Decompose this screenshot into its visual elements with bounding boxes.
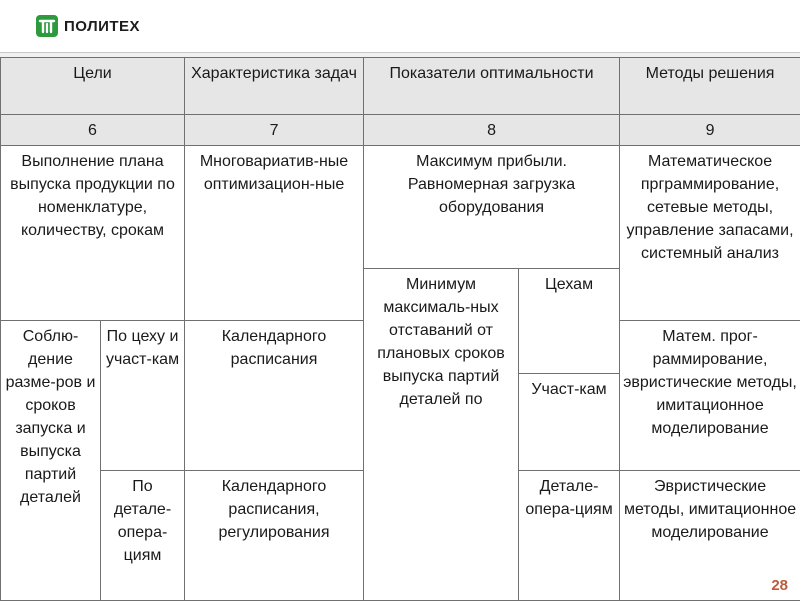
- methods-heuristic: Эвристические методы, имитационное моделирование: [620, 471, 800, 601]
- goal-size-and-terms: Соблю-дение разме-ров и сроков запуска и выпуска партий деталей: [1, 321, 101, 601]
- table-number-row: [1, 115, 800, 146]
- header-solution-methods: Методы решения: [620, 58, 800, 115]
- header-optimality-indicators: Показатели оптимальности: [364, 58, 620, 115]
- methods-math-programming: Математическое прграммирование, сетевые методы, управление запасами, системный анализ: [620, 146, 800, 321]
- page-number: 28: [771, 577, 788, 594]
- column-number: 7: [185, 115, 364, 146]
- sub-sites: Участ-кам: [519, 374, 620, 471]
- table-header-row: [1, 58, 800, 115]
- header-goals: Цели: [1, 58, 185, 115]
- column-number: 8: [364, 115, 620, 146]
- goal-plan-fulfillment: Выполнение плана выпуска продукции по номенклатуре, количеству, срокам: [1, 146, 185, 321]
- sub-shops: Цехам: [519, 269, 620, 374]
- methods-table: [0, 57, 800, 601]
- column-number: 6: [1, 115, 185, 146]
- table-row: [1, 146, 800, 269]
- scope-shop-sites: По цеху и участ-кам: [101, 321, 185, 471]
- logo-text: ПОЛИТЕХ: [64, 18, 140, 35]
- logo: [36, 13, 140, 39]
- indicator-max-profit: Максимум прибыли. Равномерная загрузка оборудования: [364, 146, 620, 269]
- task-calendar-regulation: Календарного расписания, регулирования: [185, 471, 364, 601]
- methods-heuristic-simulation: Матем. прог-раммирование, эвристические методы, имитационное моделирование: [620, 321, 800, 471]
- task-multivariant: Многовариатив-ные оптимизацион-ные: [185, 146, 364, 321]
- sub-detail-operations: Детале-опера-циям: [519, 471, 620, 601]
- column-number: 9: [620, 115, 800, 146]
- politech-logo-icon: [36, 15, 58, 37]
- header-task-characteristics: Характеристика задач: [185, 58, 364, 115]
- task-calendar-schedule: Календарного расписания: [185, 321, 364, 471]
- indicator-min-delay: Минимум максималь-ных отставаний от плановых сроков выпуска партий деталей по: [364, 269, 519, 601]
- scope-detail-operations: По детале-опера-циям: [101, 471, 185, 601]
